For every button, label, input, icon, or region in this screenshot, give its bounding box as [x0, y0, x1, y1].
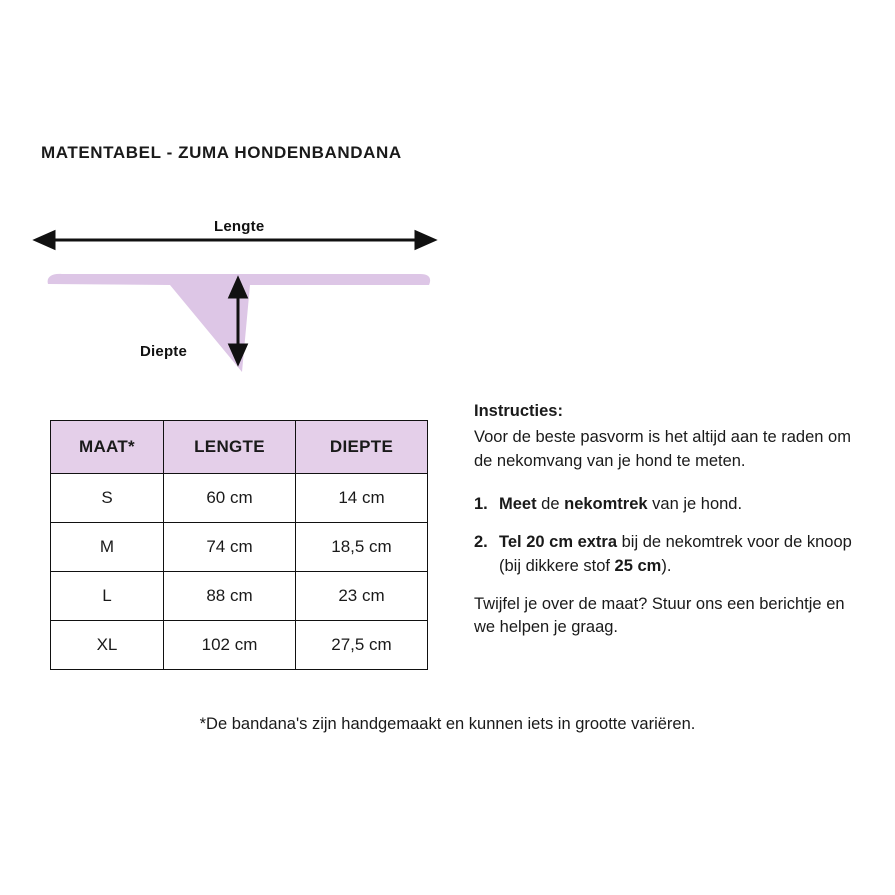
cell-depth: 14 cm	[296, 474, 428, 523]
column-header-depth: DIEPTE	[296, 421, 428, 474]
table-row	[51, 621, 428, 670]
cell-depth: 23 cm	[296, 572, 428, 621]
depth-label: Diepte	[140, 343, 188, 360]
instructions-closing: Twijfel je over de maat? Stuur ons een berichtje en we helpen je graag.	[474, 594, 845, 637]
cell-size: XL	[51, 621, 164, 670]
instructions-block	[474, 400, 864, 640]
length-label: Lengte	[214, 218, 265, 235]
cell-length: 74 cm	[164, 523, 296, 572]
instruction-step	[474, 531, 864, 579]
step-number: 1.	[474, 494, 488, 513]
size-table	[50, 420, 428, 670]
cell-size: S	[51, 474, 164, 523]
table-row	[51, 572, 428, 621]
bandana-diagram	[30, 205, 455, 380]
cell-length: 102 cm	[164, 621, 296, 670]
step-text: Tel 20 cm extra bij de nekomtrek voor de knoop (bij dikkere stof 25 cm).	[499, 532, 852, 575]
table-row	[51, 474, 428, 523]
instructions-intro: Voor de beste pasvorm is het altijd aan te raden om de nekomvang van je hond te meten.	[474, 427, 851, 470]
column-header-length: LENGTE	[164, 421, 296, 474]
table-row	[51, 523, 428, 572]
page-title: MATENTABEL - ZUMA HONDENBANDANA	[41, 143, 402, 162]
cell-length: 60 cm	[164, 474, 296, 523]
instruction-step	[474, 493, 864, 517]
step-text: Meet de nekomtrek van je hond.	[499, 494, 743, 513]
step-number: 2.	[474, 532, 488, 551]
footnote: *De bandana's zijn handgemaakt en kunnen iets in grootte variëren.	[199, 715, 696, 733]
cell-depth: 18,5 cm	[296, 523, 428, 572]
cell-size: M	[51, 523, 164, 572]
cell-size: L	[51, 572, 164, 621]
table-header-row	[51, 421, 428, 474]
instructions-heading: Instructies:	[474, 402, 563, 420]
instructions-steps	[474, 493, 864, 579]
cell-depth: 27,5 cm	[296, 621, 428, 670]
cell-length: 88 cm	[164, 572, 296, 621]
column-header-size: MAAT*	[51, 421, 164, 474]
